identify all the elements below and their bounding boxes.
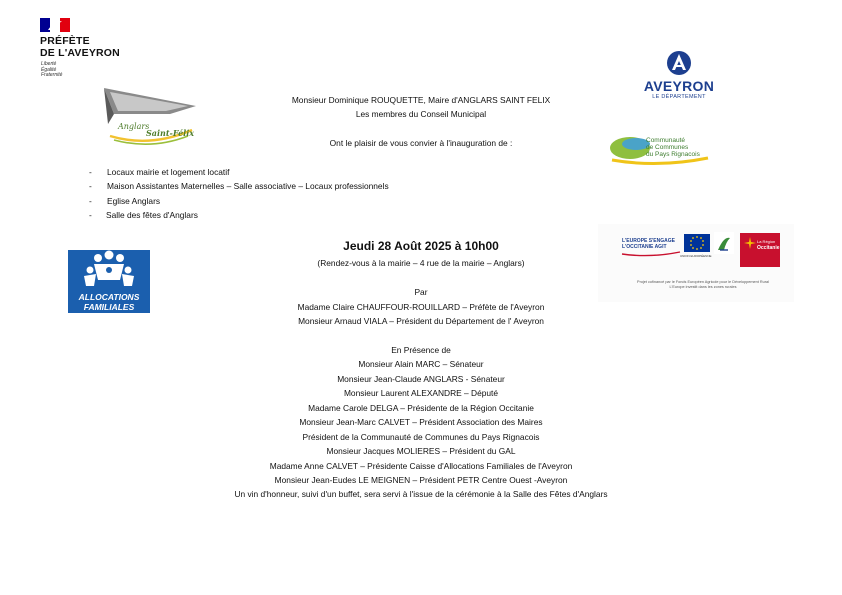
europe-title-line2: L'OCCITANIE AGIT: [622, 244, 667, 250]
europe-title-line1: L'EUROPE S'ENGAGE: [622, 238, 675, 244]
presence-person: Monsieur Jean-Marc CALVET – Président Association des Maires: [299, 417, 543, 427]
event-date: Jeudi 28 Août 2025 à 10h00: [343, 239, 499, 253]
presence-person: Monsieur Jacques MOLIERES – Président du GAL: [326, 446, 516, 456]
presence-person: Madame Anne CALVET – Présidente Caisse d'Allocations Familiales de l'Aveyron: [269, 461, 573, 471]
europe-caption-line2: L'Europe investit dans les zones rurales: [669, 285, 737, 289]
list-item-text: Eglise Anglars: [107, 196, 161, 206]
presence-person: Monsieur Jean-Claude ANGLARS - Sénateur: [337, 374, 505, 384]
aveyron-logo-subtitle: LE DÉPARTEMENT: [652, 94, 706, 100]
presence-person: Monsieur Jean-Eudes LE MEIGNEN – Président PETR Centre Ouest -Aveyron: [274, 475, 568, 485]
europe-caption-line1: Projet cofinancé par le Fonds Européen Agricole pour le Développement Rural: [637, 280, 769, 284]
closing-line: Un vin d'honneur, suivi d'un buffet, sera servi à l'issue de la cérémonie à la Salle des Fêtes d'Anglars: [234, 489, 608, 499]
communaute-line2: de Communes: [646, 144, 689, 151]
eu-label: UNION EUROPÉENNE: [680, 254, 712, 258]
prefecture-logo: [38, 18, 138, 90]
list-bullet: -: [89, 210, 92, 220]
event-rendezvous: (Rendez-vous à la mairie – 4 rue de la mairie – Anglars): [317, 258, 525, 268]
presence-person: Monsieur Alain MARC – Sénateur: [358, 359, 484, 369]
prefecture-name-line1: PRÉFÈTE: [40, 35, 90, 47]
presence-person: Monsieur Laurent ALEXANDRE – Député: [343, 388, 499, 398]
prefecture-name-line2: DE L'AVEYRON: [40, 47, 120, 59]
communaute-line3: du Pays Rignacois: [646, 151, 700, 158]
par-label: Par: [414, 287, 428, 297]
motto-liberte: Liberté: [41, 61, 57, 67]
host-line-1: Monsieur Dominique ROUQUETTE, Maire d'ANGLARS SAINT FELIX: [291, 95, 551, 105]
region-line1: La Région: [757, 239, 776, 244]
list-bullet: -: [89, 196, 92, 206]
presence-label: En Présence de: [391, 345, 451, 355]
list-item-text: Maison Assistantes Maternelles – Salle associative – Locaux professionnels: [107, 181, 389, 191]
list-bullet: -: [89, 167, 92, 177]
anglars-logo-text-left: Anglars: [118, 122, 150, 131]
motto-fraternite: Fraternité: [41, 72, 63, 78]
region-line2: Occitanie: [757, 245, 780, 251]
par-person: Madame Claire CHAUFFOUR-ROUILLARD – Préfète de l'Aveyron: [297, 302, 545, 312]
presence-person: Madame Carole DELGA – Présidente de la Région Occitanie: [308, 403, 534, 413]
aveyron-emblem-icon: [666, 50, 692, 76]
invitation-intro: Ont le plaisir de vous convier à l'inauguration de :: [329, 138, 513, 148]
anglars-logo-text-right: Saint-Félix: [146, 128, 195, 138]
par-person: Monsieur Arnaud VIALA – Président du Département de l' Aveyron: [298, 316, 544, 326]
motto-egalite: Égalité: [41, 66, 57, 73]
list-item-text: Salle des fêtes d'Anglars: [106, 210, 198, 220]
caf-logo-line1: ALLOCATIONS: [78, 292, 140, 302]
aveyron-logo-name: AVEYRON: [643, 78, 715, 94]
republic-motto: [41, 62, 62, 79]
list-item-text: Locaux mairie et logement locatif: [107, 167, 230, 177]
caf-family-icon: [68, 250, 150, 290]
communaute-line1: Communauté: [646, 137, 686, 144]
list-bullet: -: [89, 181, 92, 191]
host-line-2: Les membres du Conseil Municipal: [355, 109, 487, 119]
caf-logo-line2: FAMILIALES: [83, 302, 135, 312]
presence-person: Président de la Communauté de Communes du Pays Rignacois: [302, 432, 540, 442]
marianne-flag-icon: [40, 18, 70, 32]
